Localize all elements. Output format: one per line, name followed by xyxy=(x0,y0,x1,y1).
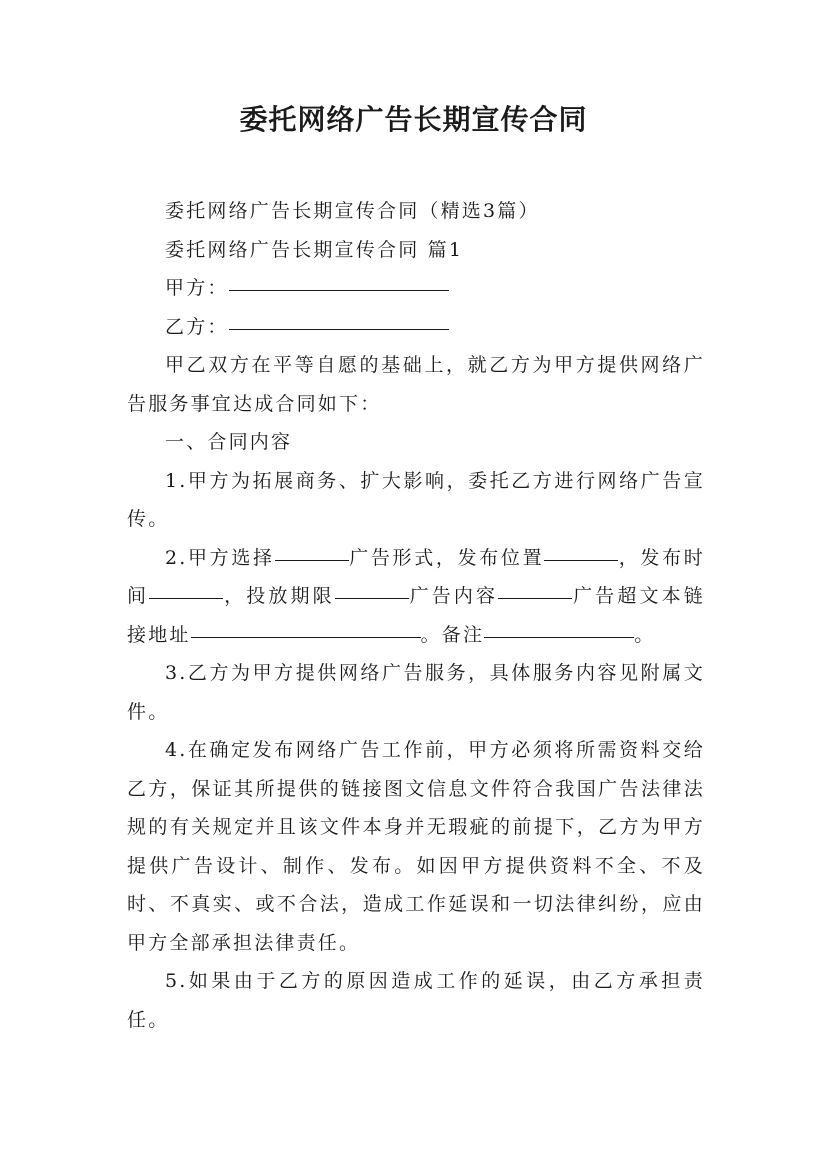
clause-2-text: ，发布时间 xyxy=(127,546,705,607)
party-a-label: 甲方： xyxy=(165,277,229,299)
party-a-line xyxy=(127,269,705,308)
clause-2-text: 广告超文本链接地址 xyxy=(127,585,705,646)
section-title: 委托网络广告长期宣传合同 篇1 xyxy=(165,238,464,261)
party-a-blank xyxy=(229,289,449,291)
clause-4: 4.在确定发布网络广告工作前，甲方必须将所需资料交给乙方，保证其所提供的链接图文信息文件符合我国广告法律法规的有关规定并且该文件本身并无瑕疵的前提下，乙方为甲方提供广告设计、制作、发布。如因甲方提供资料不全、不及时、不真实、或不合法，造成工作延误和一切法律纠纷，应由甲方全部承担法律责任。 xyxy=(127,739,705,954)
blank-field xyxy=(544,559,618,561)
subtitle: 委托网络广告长期宣传合同（精选3篇） xyxy=(165,200,540,222)
clause-2-text: 。备注 xyxy=(420,623,485,646)
clause-2-text: 。 xyxy=(634,623,656,646)
party-b-line xyxy=(127,308,705,347)
clause-3: 3.乙方为甲方提供网络广告服务，具体服务内容见附属文件。 xyxy=(127,662,705,723)
blank-field xyxy=(484,636,634,638)
clause-1: 1.甲方为拓展商务、扩大影响，委托乙方进行网络广告宣传。 xyxy=(127,469,705,530)
clause-2-text: ，投放期限 xyxy=(223,585,335,607)
clause-2-text: 广告内容 xyxy=(408,585,499,607)
heading-contract-content: 一、合同内容 xyxy=(165,431,293,453)
blank-field xyxy=(191,636,421,638)
party-b-label: 乙方： xyxy=(165,315,229,338)
party-b-blank xyxy=(229,328,449,330)
document-title: 委托网络广告长期宣传合同 xyxy=(239,103,588,136)
clause-2-text: 2.甲方选择 xyxy=(165,546,275,569)
document-body xyxy=(127,192,705,1039)
blank-field xyxy=(335,597,409,599)
clause-5: 5.如果由于乙方的原因造成工作的延误，由乙方承担责任。 xyxy=(127,970,705,1031)
clause-2-text: 广告形式，发布位置 xyxy=(348,546,545,569)
blank-field xyxy=(275,559,349,561)
blank-field xyxy=(149,597,223,599)
blank-field xyxy=(498,597,572,599)
intro-paragraph: 甲乙双方在平等自愿的基础上，就乙方为甲方提供网络广告服务事宜达成合同如下： xyxy=(127,354,705,415)
clause-2 xyxy=(127,539,705,655)
